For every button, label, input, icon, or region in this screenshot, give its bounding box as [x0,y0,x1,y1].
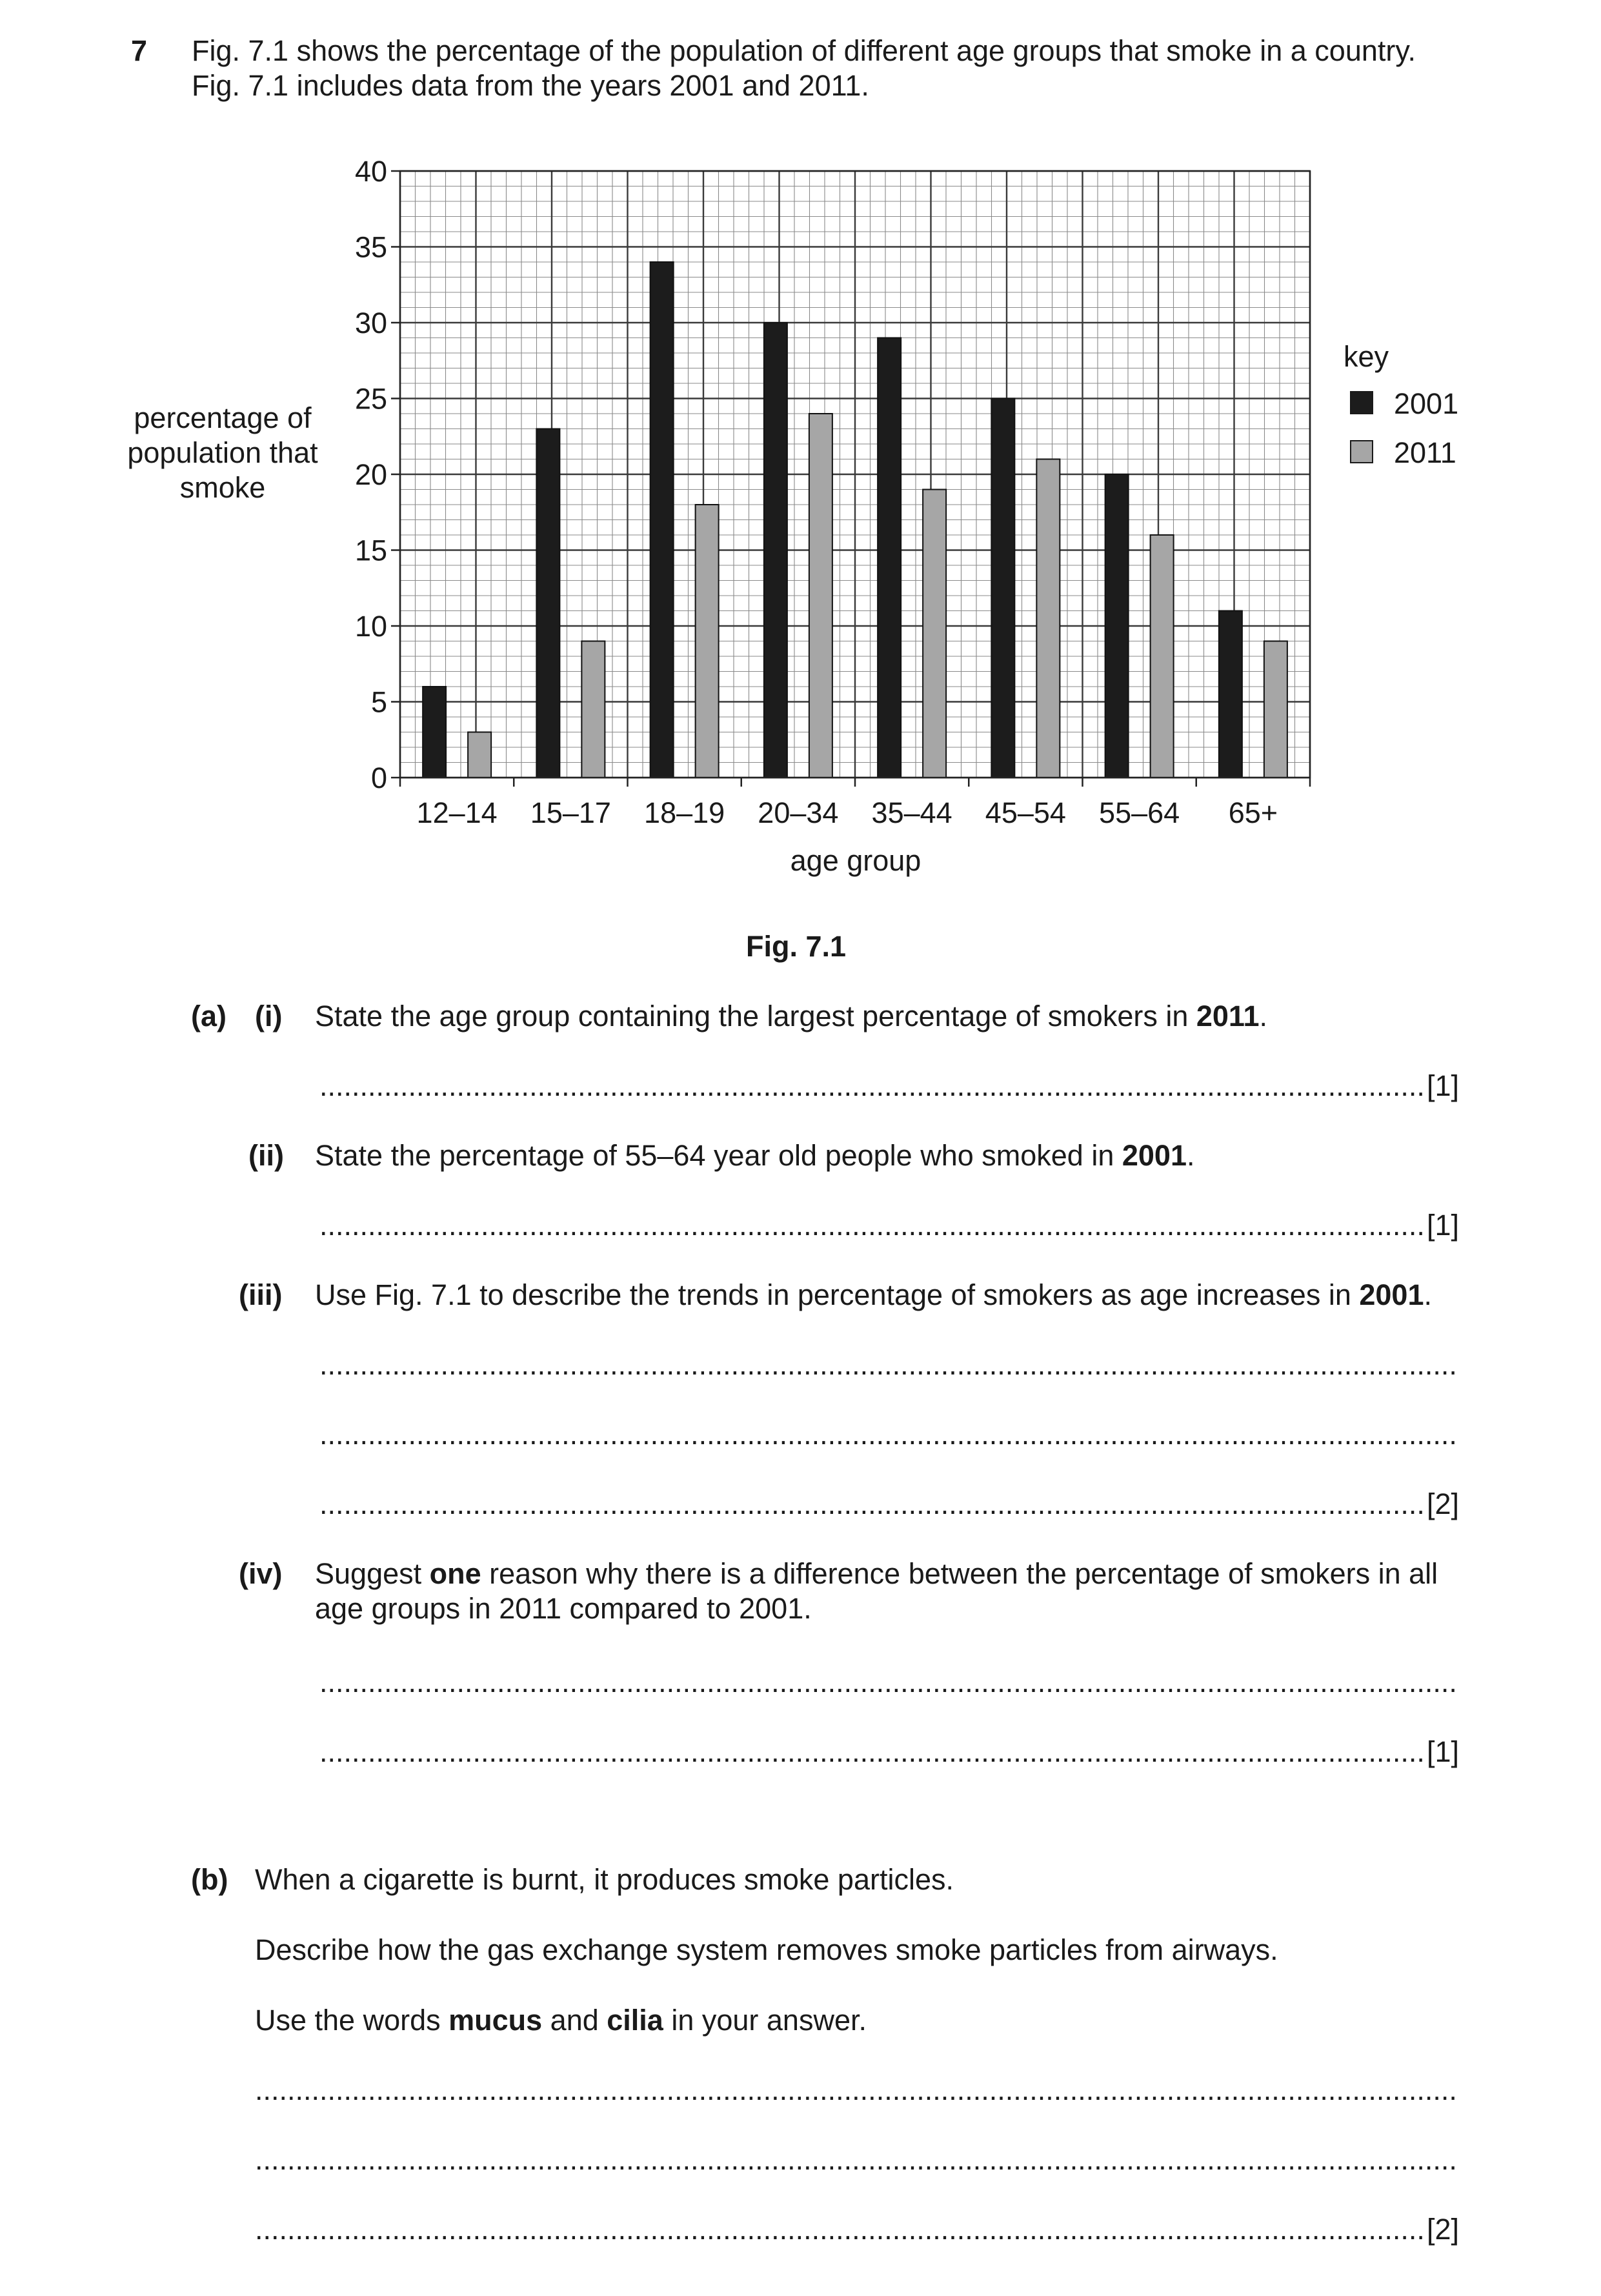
bar-2011-20–34 [809,414,832,778]
part-a-iv-question-line1: Suggest one reason why there is a difference between the percentage of smokers in all [315,1557,1438,1590]
figure-caption: Fig. 7.1 [746,930,847,963]
x-tick-label: 45–54 [985,796,1066,829]
answer-line-a-iv-1[interactable] [319,1665,1459,1700]
answer-line-a-iii-2[interactable] [319,1417,1459,1452]
y-axis-label-line1: percentage of [134,401,312,434]
bar-2001-65+ [1219,611,1242,778]
legend-swatch-2011 [1351,441,1373,463]
x-axis-label: age group [790,844,921,877]
legend-swatch-2001 [1351,392,1373,414]
x-tick-labels [417,796,1278,829]
part-a-ii-label: (ii) [248,1139,284,1172]
part-a-label: (a) [191,1000,227,1032]
part-a-iii-label: (iii) [239,1278,283,1311]
bar-2011-15–17 [581,641,605,778]
legend-title: key [1344,340,1389,373]
answer-line-b-2[interactable] [255,2142,1459,2177]
marks-b: [2] [1426,2213,1459,2246]
bar-2011-35–44 [923,490,946,778]
y-tick-label: 20 [354,458,387,491]
bar-2011-45–54 [1036,459,1060,778]
y-tick-label: 30 [354,307,387,339]
x-tick-label: 35–44 [871,796,952,829]
bar-2011-12–14 [468,732,491,778]
legend-label-2011: 2011 [1394,436,1456,469]
y-tick-label: 25 [354,382,387,416]
y-tick-label: 10 [354,610,387,643]
y-tick-label: 15 [354,534,387,567]
bar-2001-45–54 [991,399,1014,778]
part-a-i-question: State the age group containing the largest percentage of smokers in 2011. [315,1000,1268,1032]
part-b-line3: Use the words mucus and cilia in your answer. [255,2004,867,2037]
x-tick-label: 18–19 [644,796,725,829]
part-b-label: (b) [191,1863,228,1896]
bar-2001-55–64 [1105,474,1129,778]
y-tick-labels [355,155,387,794]
answer-line-a-iv-2[interactable] [319,1735,1459,1769]
y-axis-label-line3: smoke [179,471,266,504]
part-b-line2: Describe how the gas exchange system removes smoke particles from airways. [255,1933,1278,1966]
part-a-i-label: (i) [255,1000,283,1032]
y-tick-label: 5 [370,685,387,719]
bar-2011-65+ [1264,641,1287,778]
bar-2011-55–64 [1151,535,1174,778]
question-number: 7 [131,34,148,67]
x-tick-label: 20–34 [758,796,839,829]
y-tick-label: 0 [370,761,387,794]
bar-2011-18–19 [696,505,719,778]
bar-2001-35–44 [878,338,901,778]
marks-a-iv: [1] [1426,1735,1459,1768]
x-tick-label: 65+ [1228,796,1278,829]
x-tick-label: 55–64 [1099,796,1180,829]
bar-2001-12–14 [423,687,446,778]
part-b-line1: When a cigarette is burnt, it produces smoke particles. [255,1863,954,1896]
part-a-ii-question: State the percentage of 55–64 year old people who smoked in 2001. [315,1139,1195,1172]
marks-a-iii: [2] [1426,1487,1459,1520]
y-axis-label-line2: population that [127,436,318,469]
legend-label-2001: 2001 [1394,387,1459,420]
part-a-iii-question: Use Fig. 7.1 to describe the trends in percentage of smokers as age increases in 2001. [315,1278,1432,1311]
question-intro-line2: Fig. 7.1 includes data from the years 2001 and 2011. [192,69,869,102]
marks-a-ii: [1] [1426,1209,1459,1242]
y-tick-label: 35 [354,230,387,264]
part-a-iv-question-line2: age groups in 2011 compared to 2001. [315,1592,812,1625]
question-intro-line1: Fig. 7.1 shows the percentage of the population of different age groups that smoke in a country. [192,34,1416,67]
x-tick-label: 15–17 [530,796,611,829]
answer-line-a-i[interactable] [319,1069,1459,1103]
marks-a-i: [1] [1426,1069,1459,1102]
y-tick-label: 40 [354,155,387,188]
bar-2001-18–19 [650,262,674,778]
legend [1344,340,1458,469]
answer-line-a-ii[interactable] [319,1208,1459,1243]
bar-2001-20–34 [764,323,787,778]
answer-line-b-1[interactable] [255,2073,1459,2108]
part-a-iv-label: (iv) [239,1557,283,1590]
x-tick-label: 12–14 [416,796,498,829]
bar-chart [0,0,1601,916]
answer-line-a-iii-3[interactable] [319,1487,1459,1522]
answer-line-b-3[interactable] [255,2212,1459,2247]
answer-line-a-iii-1[interactable] [319,1347,1459,1382]
bar-2001-15–17 [536,429,559,778]
